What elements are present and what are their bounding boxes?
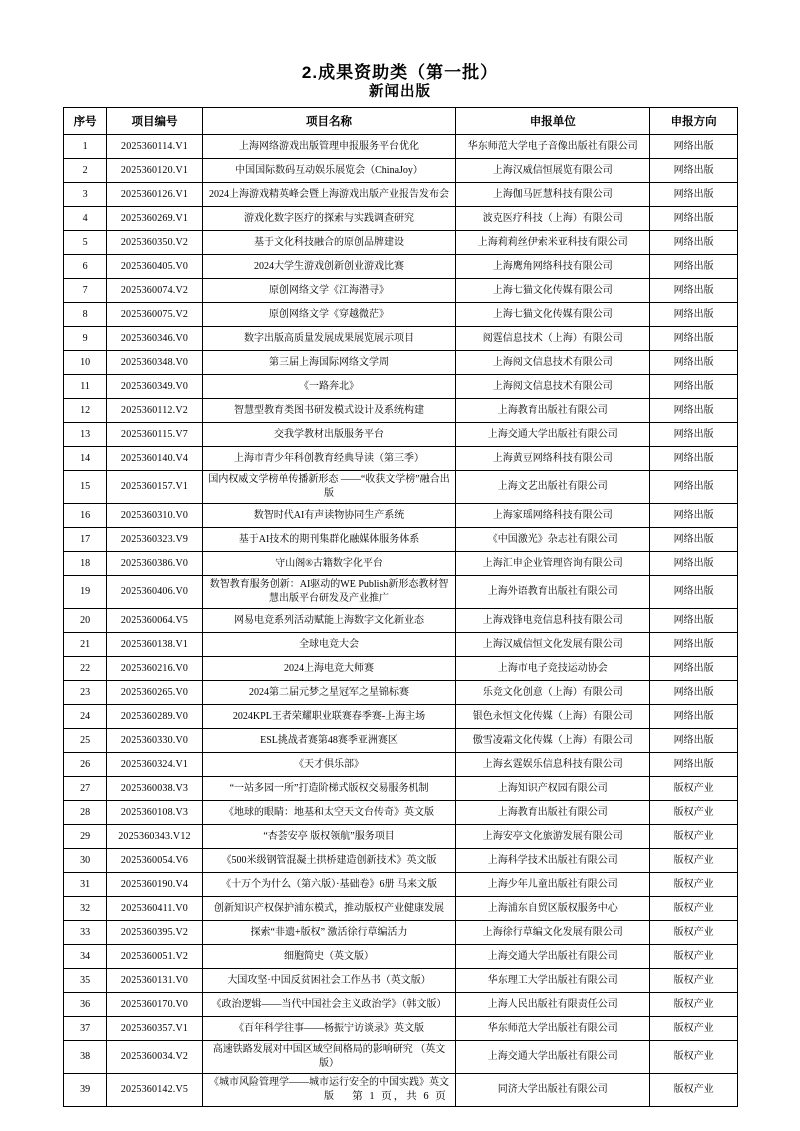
project-name: 2024上海游戏精英峰会暨上海游戏出版产业报告发布会 (202, 183, 455, 207)
project-name: 基于AI技术的期刊集群化融媒体服务体系 (202, 528, 455, 552)
project-name: 《政治逻辑——当代中国社会主义政治学》（韩文版） (202, 993, 455, 1017)
project-name: 《地球的眼睛：地基和太空天文台传奇》英文版 (202, 801, 455, 825)
application-direction: 网络出版 (650, 375, 738, 399)
application-direction: 网络出版 (650, 231, 738, 255)
application-direction: 版权产业 (650, 945, 738, 969)
project-id: 2025360323.V9 (107, 528, 203, 552)
row-index: 35 (64, 969, 107, 993)
project-name: ESL挑战者赛第48赛季亚洲赛区 (202, 729, 455, 753)
table-row (64, 471, 738, 504)
project-name: 第三届上海国际网络文学周 (202, 351, 455, 375)
row-index: 37 (64, 1017, 107, 1041)
row-index: 22 (64, 657, 107, 681)
project-id: 2025360405.V0 (107, 255, 203, 279)
row-index: 34 (64, 945, 107, 969)
project-name: 2024KPL王者荣耀职业联赛春季赛-上海主场 (202, 705, 455, 729)
table-row (64, 777, 738, 801)
table-row (64, 528, 738, 552)
applicant-org: 上海外语教育出版社有限公司 (456, 576, 650, 609)
row-index: 38 (64, 1041, 107, 1074)
project-id: 2025360269.V1 (107, 207, 203, 231)
project-id: 2025360310.V0 (107, 504, 203, 528)
applicant-org: 上海鹰角网络科技有限公司 (456, 255, 650, 279)
applicant-org: 华东师范大学出版社有限公司 (456, 1017, 650, 1041)
header-direction: 申报方向 (650, 108, 738, 135)
page-title: 2.成果资助类（第一批） (301, 63, 499, 82)
application-direction: 网络出版 (650, 183, 738, 207)
applicant-org: 乐竞文化创意（上海）有限公司 (456, 681, 650, 705)
table-row (64, 993, 738, 1017)
project-id: 2025360406.V0 (107, 576, 203, 609)
table-row (64, 159, 738, 183)
table-row (64, 327, 738, 351)
table-row (64, 279, 738, 303)
row-index: 26 (64, 753, 107, 777)
project-name: 《城市风险管理学——城市运行安全的中国实践》英文版 (202, 1074, 455, 1107)
row-index: 27 (64, 777, 107, 801)
table-row (64, 609, 738, 633)
project-id: 2025360126.V1 (107, 183, 203, 207)
row-index: 20 (64, 609, 107, 633)
applicant-org: 上海少年儿童出版社有限公司 (456, 873, 650, 897)
row-index: 32 (64, 897, 107, 921)
application-direction: 版权产业 (650, 1074, 738, 1107)
project-id: 2025360112.V2 (107, 399, 203, 423)
project-name: 上海市青少年科创教育经典导读（第三季） (202, 447, 455, 471)
project-id: 2025360348.V0 (107, 351, 203, 375)
table-row (64, 351, 738, 375)
project-name: 全球电竞大会 (202, 633, 455, 657)
table-row (64, 729, 738, 753)
application-direction: 网络出版 (650, 399, 738, 423)
applicant-org: 上海七猫文化传媒有限公司 (456, 303, 650, 327)
project-name: 原创网络文学《穿越微茫》 (202, 303, 455, 327)
project-name: 数字出版高质量发展成果展览展示项目 (202, 327, 455, 351)
project-id: 2025360131.V0 (107, 969, 203, 993)
header-project-name: 项目名称 (202, 108, 455, 135)
row-index: 5 (64, 231, 107, 255)
applicant-org: 上海交通大学出版社有限公司 (456, 1041, 650, 1074)
application-direction: 网络出版 (650, 753, 738, 777)
project-name: 国内权威文学榜单传播新形态 ——“收获文学榜”融合出版 (202, 471, 455, 504)
application-direction: 版权产业 (650, 1041, 738, 1074)
row-index: 8 (64, 303, 107, 327)
row-index: 7 (64, 279, 107, 303)
table-row (64, 657, 738, 681)
application-direction: 版权产业 (650, 993, 738, 1017)
table-row (64, 399, 738, 423)
table-row (64, 825, 738, 849)
project-id: 2025360216.V0 (107, 657, 203, 681)
project-id: 2025360357.V1 (107, 1017, 203, 1041)
project-id: 2025360265.V0 (107, 681, 203, 705)
project-name: 2024大学生游戏创新创业游戏比赛 (202, 255, 455, 279)
table-row (64, 183, 738, 207)
application-direction: 网络出版 (650, 729, 738, 753)
project-id: 2025360142.V5 (107, 1074, 203, 1107)
project-name: 原创网络文学《江海潜寻》 (202, 279, 455, 303)
project-name: 《天才俱乐部》 (202, 753, 455, 777)
row-index: 10 (64, 351, 107, 375)
application-direction: 网络出版 (650, 471, 738, 504)
row-index: 28 (64, 801, 107, 825)
table-row (64, 1017, 738, 1041)
row-index: 11 (64, 375, 107, 399)
applicant-org: 上海阅文信息技术有限公司 (456, 375, 650, 399)
application-direction: 版权产业 (650, 1017, 738, 1041)
row-index: 30 (64, 849, 107, 873)
application-direction: 网络出版 (650, 447, 738, 471)
project-id: 2025360395.V2 (107, 921, 203, 945)
table-row (64, 705, 738, 729)
table-row (64, 447, 738, 471)
applicant-org: 波克医疗科技（上海）有限公司 (456, 207, 650, 231)
applicant-org: 上海汉威信恒文化发展有限公司 (456, 633, 650, 657)
table-row (64, 753, 738, 777)
row-index: 1 (64, 135, 107, 159)
application-direction: 网络出版 (650, 327, 738, 351)
applicant-org: 上海黄豆网络科技有限公司 (456, 447, 650, 471)
table-row (64, 681, 738, 705)
page-subtitle: 新闻出版 (369, 84, 431, 100)
row-index: 14 (64, 447, 107, 471)
applicant-org: 上海交通大学出版社有限公司 (456, 423, 650, 447)
applicant-org: 上海玄霆娱乐信息科技有限公司 (456, 753, 650, 777)
application-direction: 网络出版 (650, 504, 738, 528)
applicant-org: 上海交通大学出版社有限公司 (456, 945, 650, 969)
project-name: 基于文化科技融合的原创品牌建设 (202, 231, 455, 255)
row-index: 19 (64, 576, 107, 609)
row-index: 6 (64, 255, 107, 279)
row-index: 36 (64, 993, 107, 1017)
applicant-org: 上海七猫文化传媒有限公司 (456, 279, 650, 303)
table-row (64, 135, 738, 159)
table-row (64, 873, 738, 897)
table-row (64, 633, 738, 657)
application-direction: 版权产业 (650, 825, 738, 849)
application-direction: 网络出版 (650, 705, 738, 729)
row-index: 17 (64, 528, 107, 552)
table-row (64, 504, 738, 528)
project-name: 数智教育服务创新：AI驱动的WE Publish新形态教材智慧出版平台研发及产业推广 (202, 576, 455, 609)
project-id: 2025360120.V1 (107, 159, 203, 183)
project-id: 2025360054.V6 (107, 849, 203, 873)
row-index: 39 (64, 1074, 107, 1107)
applicant-org: 华东理工大学出版社有限公司 (456, 969, 650, 993)
project-id: 2025360114.V1 (107, 135, 203, 159)
applicant-org: 上海浦东自贸区版权服务中心 (456, 897, 650, 921)
application-direction: 版权产业 (650, 897, 738, 921)
project-id: 2025360411.V0 (107, 897, 203, 921)
project-id: 2025360349.V0 (107, 375, 203, 399)
application-direction: 网络出版 (650, 657, 738, 681)
application-direction: 网络出版 (650, 351, 738, 375)
row-index: 3 (64, 183, 107, 207)
project-id: 2025360330.V0 (107, 729, 203, 753)
table-row (64, 552, 738, 576)
project-name: 游戏化数字医疗的探索与实践调查研究 (202, 207, 455, 231)
project-id: 2025360064.V5 (107, 609, 203, 633)
application-direction: 网络出版 (650, 633, 738, 657)
project-name: 细胞简史（英文版） (202, 945, 455, 969)
applicant-org: 上海教育出版社有限公司 (456, 399, 650, 423)
application-direction: 版权产业 (650, 801, 738, 825)
project-name: 《十万个为什么（第六版）·基础卷》6册 马来文版 (202, 873, 455, 897)
application-direction: 版权产业 (650, 921, 738, 945)
row-index: 4 (64, 207, 107, 231)
applicant-org: 上海知识产权园有限公司 (456, 777, 650, 801)
row-index: 24 (64, 705, 107, 729)
project-id: 2025360038.V3 (107, 777, 203, 801)
applicant-org: 《中国激光》杂志社有限公司 (456, 528, 650, 552)
row-index: 2 (64, 159, 107, 183)
row-index: 21 (64, 633, 107, 657)
project-id: 2025360170.V0 (107, 993, 203, 1017)
application-direction: 网络出版 (650, 681, 738, 705)
application-direction: 网络出版 (650, 609, 738, 633)
table-row (64, 849, 738, 873)
row-index: 12 (64, 399, 107, 423)
project-id: 2025360140.V4 (107, 447, 203, 471)
applicant-org: 上海文艺出版社有限公司 (456, 471, 650, 504)
applicant-org: 同济大学出版社有限公司 (456, 1074, 650, 1107)
project-name: 2024上海电竞大师赛 (202, 657, 455, 681)
applicant-org: 上海人民出版社有限责任公司 (456, 993, 650, 1017)
table-row (64, 1041, 738, 1074)
application-direction: 网络出版 (650, 207, 738, 231)
application-direction: 网络出版 (650, 279, 738, 303)
applicant-org: 上海家瑶网络科技有限公司 (456, 504, 650, 528)
row-index: 9 (64, 327, 107, 351)
project-name: 智慧型教育类图书研发模式设计及系统构建 (202, 399, 455, 423)
applicant-org: 上海教育出版社有限公司 (456, 801, 650, 825)
applicant-org: 上海市电子竞技运动协会 (456, 657, 650, 681)
applicant-org: 上海安亭文化旅游发展有限公司 (456, 825, 650, 849)
application-direction: 网络出版 (650, 135, 738, 159)
project-id: 2025360343.V12 (107, 825, 203, 849)
project-id: 2025360075.V2 (107, 303, 203, 327)
header-applicant-org: 申报单位 (456, 108, 650, 135)
project-id: 2025360074.V2 (107, 279, 203, 303)
table-row (64, 945, 738, 969)
applicant-org: 华东师范大学电子音像出版社有限公司 (456, 135, 650, 159)
table-body (64, 135, 738, 1107)
applicant-org: 上海徐行草编文化发展有限公司 (456, 921, 650, 945)
applicant-org: 银色永恒文化传媒（上海）有限公司 (456, 705, 650, 729)
project-name: 高速铁路发展对中国区域空间格局的影响研究 （英文版） (202, 1041, 455, 1074)
table-row (64, 921, 738, 945)
table-row (64, 576, 738, 609)
applicant-org: 上海莉莉丝伊索米亚科技有限公司 (456, 231, 650, 255)
project-name: 中国国际数码互动娱乐展览会（ChinaJoy） (202, 159, 455, 183)
table-row (64, 303, 738, 327)
application-direction: 网络出版 (650, 528, 738, 552)
applicant-org: 上海汉威信恒展览有限公司 (456, 159, 650, 183)
row-index: 16 (64, 504, 107, 528)
row-index: 15 (64, 471, 107, 504)
application-direction: 网络出版 (650, 159, 738, 183)
project-id: 2025360190.V4 (107, 873, 203, 897)
project-name: 大国攻坚·中国反贫困社会工作丛书（英文版） (202, 969, 455, 993)
project-name: 网易电竞系列活动赋能上海数字文化新业态 (202, 609, 455, 633)
project-name: “一站多园一所”打造阶梯式版权交易服务机制 (202, 777, 455, 801)
applicant-org: 上海阅文信息技术有限公司 (456, 351, 650, 375)
project-id: 2025360157.V1 (107, 471, 203, 504)
row-index: 13 (64, 423, 107, 447)
project-name: 《一路奔北》 (202, 375, 455, 399)
table-row (64, 897, 738, 921)
project-id: 2025360115.V7 (107, 423, 203, 447)
project-name: “杏荟安亭 版权领航”服务项目 (202, 825, 455, 849)
project-id: 2025360346.V0 (107, 327, 203, 351)
header-index: 序号 (64, 108, 107, 135)
project-name: 探索“非遗+版权” 激活徐行草编活力 (202, 921, 455, 945)
project-id: 2025360108.V3 (107, 801, 203, 825)
project-name: 《百年科学往事——杨振宁访谈录》英文版 (202, 1017, 455, 1041)
applicant-org: 上海科学技术出版社有限公司 (456, 849, 650, 873)
application-direction: 网络出版 (650, 423, 738, 447)
project-id: 2025360386.V0 (107, 552, 203, 576)
table-header-row (64, 108, 738, 135)
project-name: 交我学教材出版服务平台 (202, 423, 455, 447)
header-project-id: 项目编号 (107, 108, 203, 135)
page-number-footer: 第 1 页，共 6 页 (352, 1091, 448, 1102)
row-index: 33 (64, 921, 107, 945)
row-index: 18 (64, 552, 107, 576)
applicant-org: 上海戏锋电竞信息科技有限公司 (456, 609, 650, 633)
applicant-org: 上海汇申企业管理咨询有限公司 (456, 552, 650, 576)
row-index: 23 (64, 681, 107, 705)
table-row (64, 375, 738, 399)
applicant-org: 上海伽马匠慧科技有限公司 (456, 183, 650, 207)
project-id: 2025360350.V2 (107, 231, 203, 255)
applicant-org: 傲雪凌霜文化传媒（上海）有限公司 (456, 729, 650, 753)
table-row (64, 207, 738, 231)
application-direction: 版权产业 (650, 777, 738, 801)
project-name: 数智时代AI有声读物协同生产系统 (202, 504, 455, 528)
project-id: 2025360138.V1 (107, 633, 203, 657)
project-id: 2025360324.V1 (107, 753, 203, 777)
application-direction: 网络出版 (650, 552, 738, 576)
applicant-org: 阅霆信息技术（上海）有限公司 (456, 327, 650, 351)
project-name: 2024第二届元梦之星冠军之星锦标赛 (202, 681, 455, 705)
table-row (64, 969, 738, 993)
table-row (64, 801, 738, 825)
row-index: 31 (64, 873, 107, 897)
project-id: 2025360051.V2 (107, 945, 203, 969)
table-row (64, 423, 738, 447)
project-name: 《500米级钢管混凝土拱桥建造创新技术》英文版 (202, 849, 455, 873)
project-name: 上海网络游戏出版管理申报服务平台优化 (202, 135, 455, 159)
project-name: 守山阁®古籍数字化平台 (202, 552, 455, 576)
projects-table (63, 107, 738, 1107)
application-direction: 网络出版 (650, 303, 738, 327)
row-index: 25 (64, 729, 107, 753)
project-id: 2025360034.V2 (107, 1041, 203, 1074)
table-row (64, 231, 738, 255)
application-direction: 版权产业 (650, 849, 738, 873)
application-direction: 版权产业 (650, 873, 738, 897)
project-id: 2025360289.V0 (107, 705, 203, 729)
table-row (64, 255, 738, 279)
application-direction: 网络出版 (650, 576, 738, 609)
application-direction: 网络出版 (650, 255, 738, 279)
application-direction: 版权产业 (650, 969, 738, 993)
row-index: 29 (64, 825, 107, 849)
project-name: 创新知识产权保护浦东模式，推动版权产业健康发展 (202, 897, 455, 921)
